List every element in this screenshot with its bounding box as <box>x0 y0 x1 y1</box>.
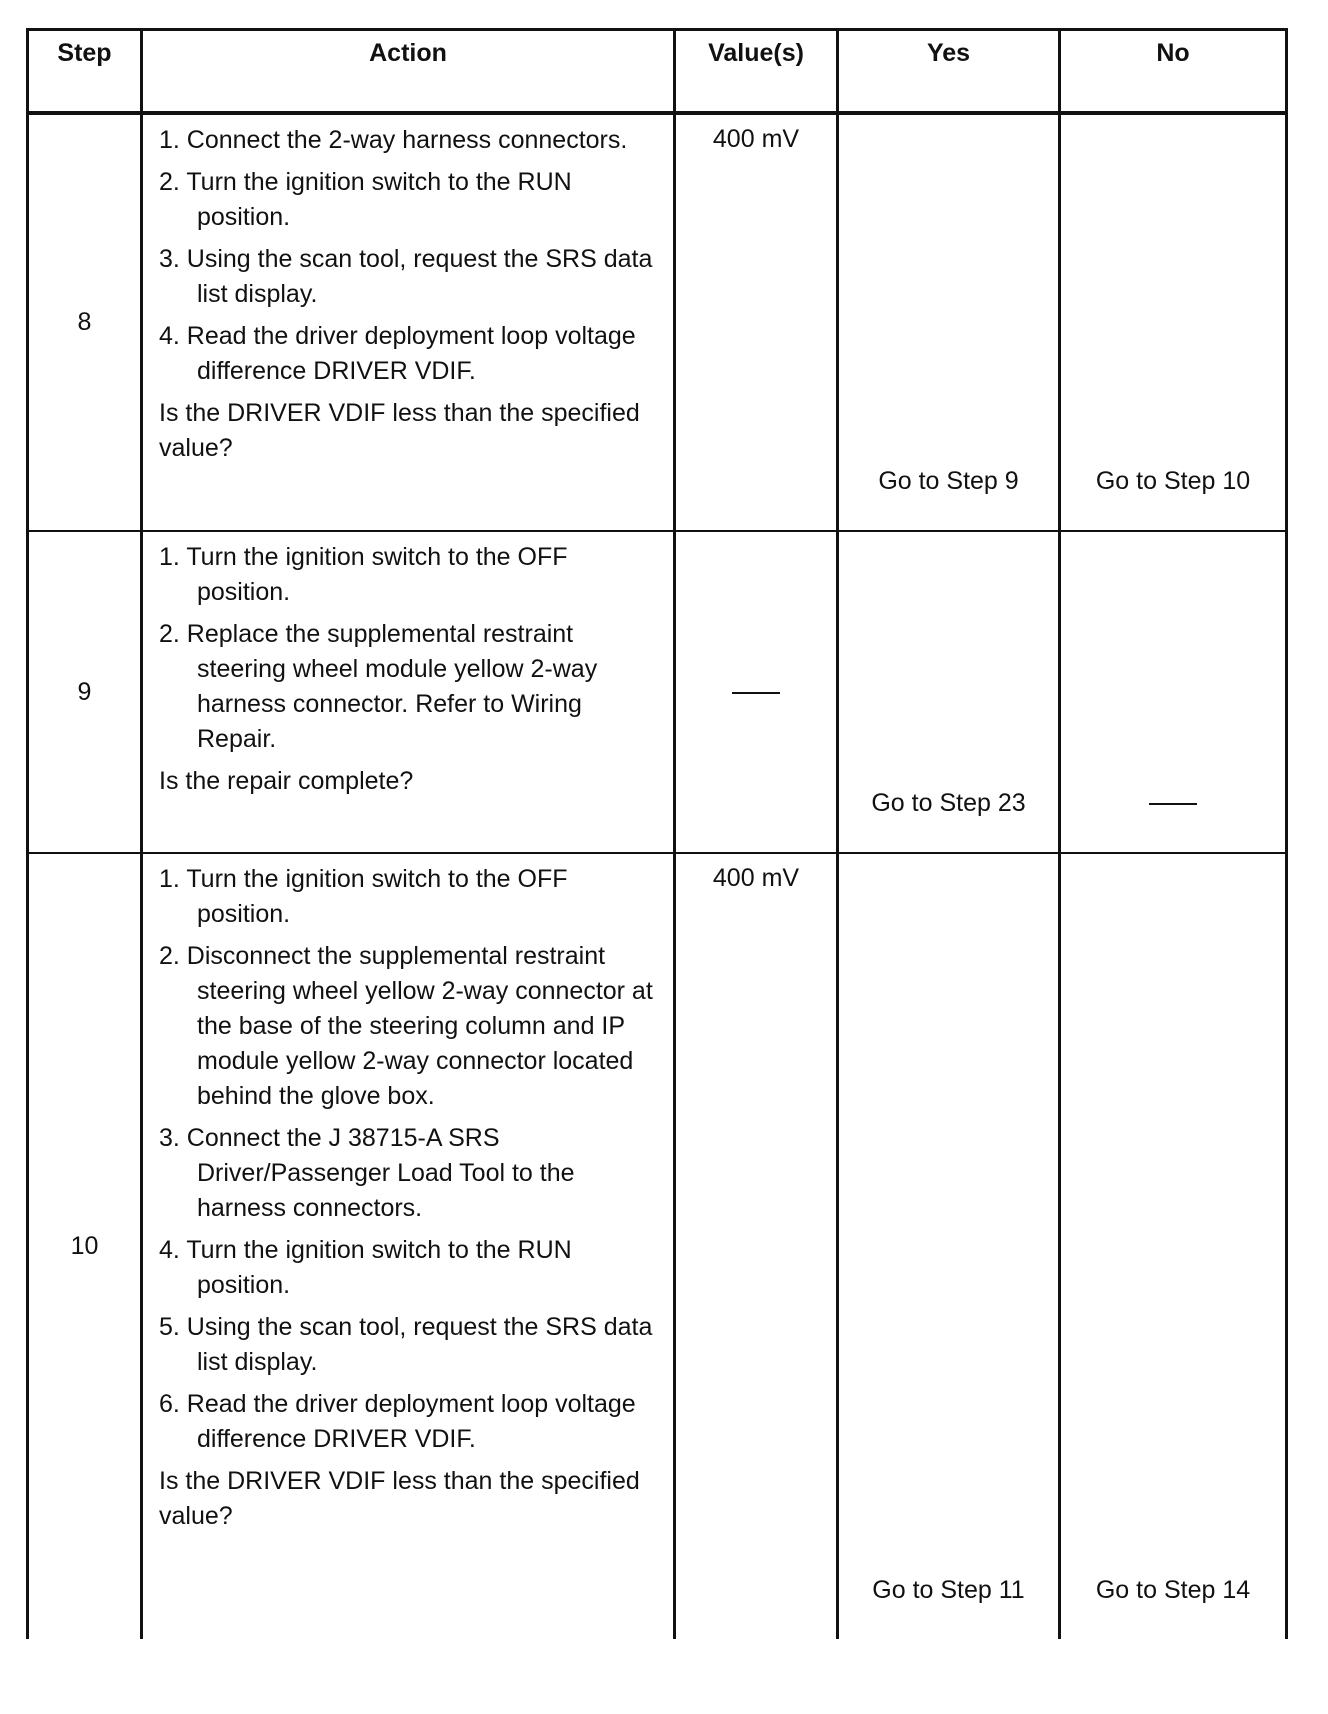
action-item: 4. Turn the ignition switch to the RUN position. <box>159 1236 572 1299</box>
diagnostic-table <box>26 28 1288 1639</box>
table-row <box>28 113 1287 531</box>
action-list <box>159 540 663 757</box>
action-cell <box>142 531 675 853</box>
header-values: Value(s) <box>675 30 838 114</box>
header-step: Step <box>28 30 142 114</box>
no-outcome <box>1060 531 1287 853</box>
no-outcome: Go to Step 10 <box>1060 113 1287 531</box>
action-item: 1. Turn the ignition switch to the OFF position. <box>159 865 568 928</box>
action-item: 3. Connect the J 38715-A SRS Driver/Passenger Load Tool to the harness connectors. <box>159 1124 575 1222</box>
action-item: 2. Turn the ignition switch to the RUN position. <box>159 168 572 231</box>
action-question: Is the DRIVER VDIF less than the specified value? <box>159 399 640 462</box>
action-item: 3. Using the scan tool, request the SRS data list display. <box>159 245 653 308</box>
not-applicable-dash <box>1149 803 1197 805</box>
action-cell <box>142 113 675 531</box>
action-list <box>159 862 663 1457</box>
action-item: 4. Read the driver deployment loop voltage difference DRIVER VDIF. <box>159 322 636 385</box>
header-action: Action <box>142 30 675 114</box>
value-cell: 400 mV <box>675 853 838 1639</box>
step-number: 8 <box>28 113 142 531</box>
table-row <box>28 531 1287 853</box>
action-item: 6. Read the driver deployment loop voltage difference DRIVER VDIF. <box>159 1390 636 1453</box>
action-item: 2. Replace the supplemental restraint steering wheel module yellow 2-way harness connector. Refer to Wiring Repair. <box>159 620 598 753</box>
action-item: 1. Turn the ignition switch to the OFF position. <box>159 543 568 606</box>
action-item: 2. Disconnect the supplemental restraint steering wheel yellow 2-way connector at the base of the steering column and IP module yellow 2-way connector located behind the glove box. <box>159 942 653 1110</box>
value-cell <box>675 531 838 853</box>
yes-outcome: Go to Step 9 <box>838 113 1060 531</box>
yes-outcome: Go to Step 11 <box>838 853 1060 1639</box>
no-outcome: Go to Step 14 <box>1060 853 1287 1639</box>
action-item: 1. Connect the 2-way harness connectors. <box>159 126 628 154</box>
value-cell: 400 mV <box>675 113 838 531</box>
table-header-row <box>28 30 1287 114</box>
action-question: Is the DRIVER VDIF less than the specified value? <box>159 1467 640 1530</box>
action-item: 5. Using the scan tool, request the SRS data list display. <box>159 1313 653 1376</box>
table-row <box>28 853 1287 1639</box>
step-number: 10 <box>28 853 142 1639</box>
action-list <box>159 123 663 389</box>
step-number: 9 <box>28 531 142 853</box>
header-no: No <box>1060 30 1287 114</box>
header-yes: Yes <box>838 30 1060 114</box>
action-cell <box>142 853 675 1639</box>
yes-outcome: Go to Step 23 <box>838 531 1060 853</box>
not-applicable-dash <box>732 692 780 694</box>
action-question: Is the repair complete? <box>159 767 414 795</box>
